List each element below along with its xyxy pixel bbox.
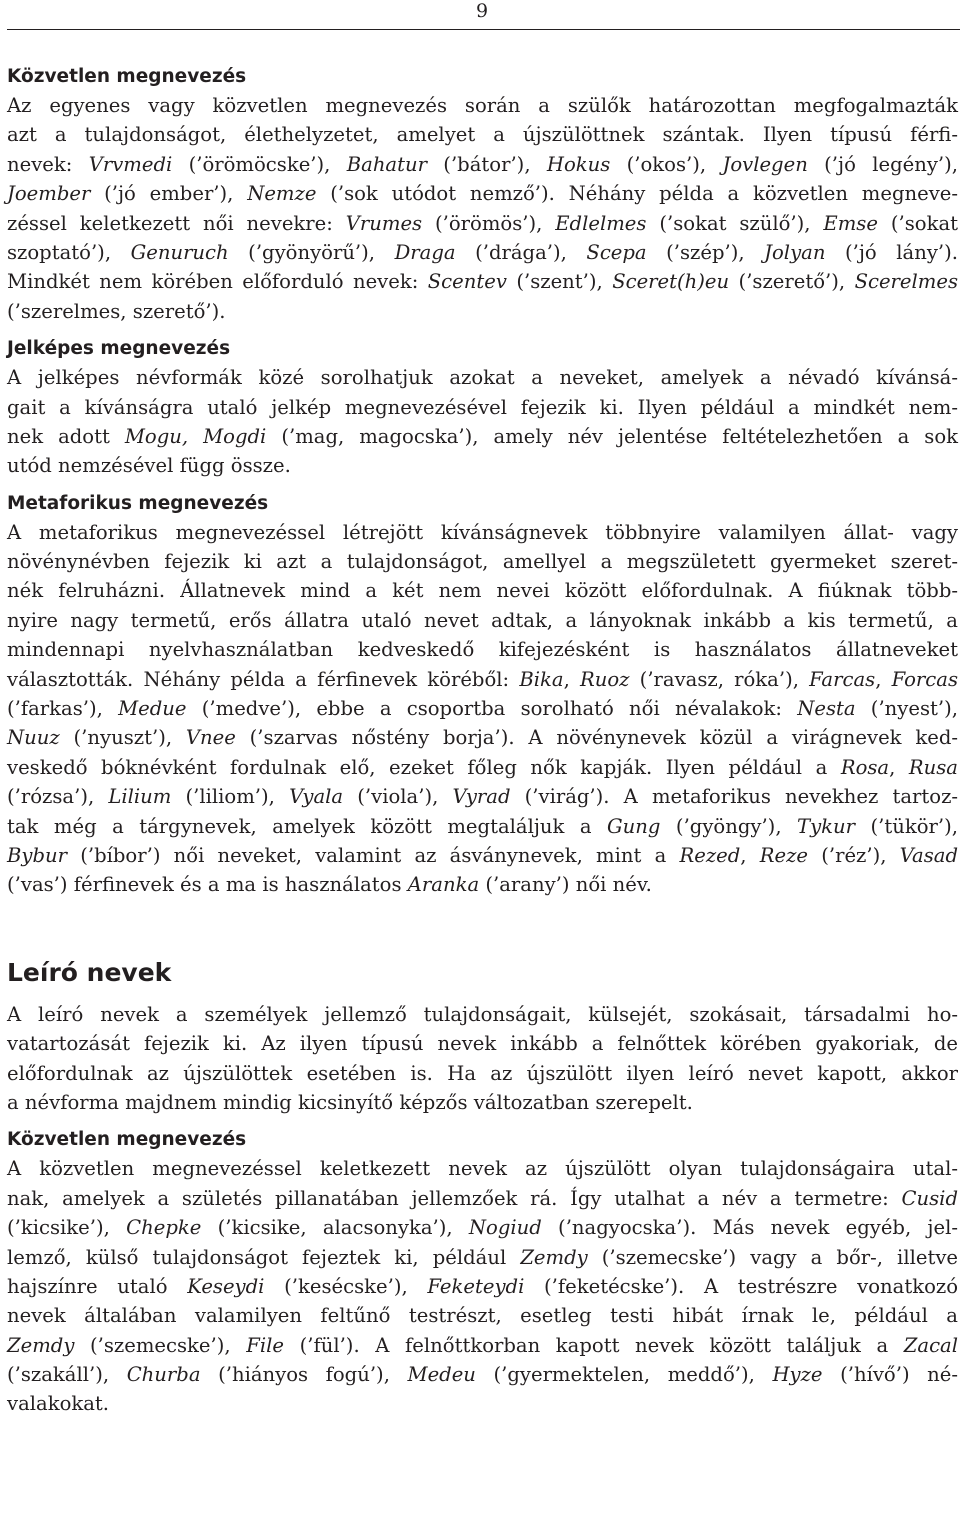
- text-line: [7, 393, 958, 422]
- text-line: [7, 723, 958, 752]
- name-example: Emse: [823, 211, 878, 235]
- text-run: (’örömös’),: [422, 211, 556, 235]
- text-line: [7, 694, 958, 723]
- name-example: Farcas: [809, 667, 876, 691]
- section-gap: [7, 900, 958, 956]
- text-line: [7, 1000, 958, 1029]
- page-body: [7, 62, 958, 1419]
- text-line: [7, 576, 958, 605]
- text-line: [7, 1184, 958, 1213]
- text-run: valakokat.: [7, 1392, 110, 1416]
- text-run: nek adott: [7, 424, 125, 448]
- text-line: [7, 1331, 958, 1360]
- text-run: (’okos’),: [610, 152, 723, 176]
- text-run: (’hiányos fogú’),: [200, 1363, 408, 1387]
- text-line: [7, 120, 958, 149]
- text-line: [7, 518, 958, 547]
- text-run: (’sokat: [877, 211, 958, 235]
- text-run: (’feketécske’). A testrészre vonatkozó: [524, 1274, 958, 1298]
- text-run: (’rózsa’),: [7, 785, 109, 809]
- header-rule: [7, 29, 960, 30]
- text-run: (’sokat szülő’),: [646, 211, 824, 235]
- text-run: (’nyest’),: [855, 697, 958, 721]
- text-line: [7, 782, 958, 811]
- paragraph: [7, 518, 958, 900]
- text-line: [7, 363, 958, 392]
- text-line: [7, 150, 958, 179]
- text-run: (’szerető’),: [729, 270, 855, 294]
- text-line: [7, 841, 958, 870]
- text-run: (’bíbor’) női neveket, valamint az ásványnevek, mint a: [67, 843, 680, 867]
- text-line: [7, 1301, 958, 1330]
- text-run: ,: [563, 667, 580, 691]
- chapter-title: Leíró nevek: [7, 957, 172, 987]
- section-heading: Metaforikus megnevezés: [7, 492, 269, 514]
- text-run: (’medve’), ebbe a csoportba sorolható női névalakok:: [186, 697, 798, 721]
- text-run: (’vas’) férfinevek és a ma is használatos: [7, 873, 408, 897]
- section-gap: [7, 326, 958, 334]
- text-line: [7, 179, 958, 208]
- name-example: File: [246, 1333, 284, 1357]
- text-line: [7, 1243, 958, 1272]
- name-example: Rezed: [679, 843, 741, 867]
- text-run: (’liliom’),: [171, 785, 290, 809]
- name-example: Scentev: [427, 270, 507, 294]
- text-run: veskedő bóknévként fordulnak elő, ezeket főleg nők kapják. Ilyen például a: [7, 755, 841, 779]
- text-run: (’mag, magocska’), amely név jelentése feltételezhetően a sok: [266, 424, 958, 448]
- name-example: Genuruch: [130, 240, 229, 264]
- name-example: Nuuz: [7, 726, 60, 750]
- text-run: mindennapi nyelvhasználatban kedveskedő kifejezésként is használatos állatneveket: [7, 638, 958, 662]
- text-run: A közvetlen megnevezéssel keletkezett nevek az újszülött olyan tulajdonságaira utal-: [7, 1157, 958, 1181]
- name-example: Scerelmes: [854, 270, 959, 294]
- name-example: Rusa: [908, 755, 958, 779]
- name-example: Cusid: [901, 1186, 958, 1210]
- text-run: (’nagyocska’). Más nevek egyéb, jel-: [541, 1216, 958, 1240]
- name-example: Zemdy: [7, 1333, 75, 1357]
- text-run: (’szemecske’) vagy a bőr-, illetve: [587, 1245, 958, 1269]
- section-heading: Jelképes megnevezés: [7, 338, 231, 360]
- text-line: [7, 1389, 958, 1418]
- text-line: [7, 606, 958, 635]
- text-run: (’tükör’),: [855, 814, 959, 838]
- text-line: [7, 1059, 958, 1088]
- text-run: (’kicsike, alacsonyka’),: [201, 1216, 469, 1240]
- text-run: A metaforikus megnevezéssel létrejött kívánságnevek többnyire valamilyen állat- vagy: [7, 520, 958, 544]
- text-run: a névforma majdnem mindig kicsinyítő képzős változatban szerepelt.: [7, 1090, 693, 1114]
- text-run: lemző, külső tulajdonságot fejeztek ki, például: [7, 1245, 521, 1269]
- text-line: [7, 1360, 958, 1389]
- text-run: (’nyuszt’),: [59, 726, 186, 750]
- text-line: [7, 1088, 958, 1117]
- name-example: Joember: [7, 182, 91, 206]
- text-run: választották. Néhány példa a férfinevek köréből:: [7, 667, 520, 691]
- name-example: Rosa: [840, 755, 890, 779]
- name-example: Bahatur: [346, 152, 427, 176]
- name-example: Feketeydi: [427, 1274, 525, 1298]
- text-run: utód nemzésével függ össze.: [7, 454, 291, 478]
- text-run: (’kicsike’),: [7, 1216, 127, 1240]
- text-line: [7, 422, 958, 451]
- name-example: Vyrad: [452, 785, 511, 809]
- text-run: nak, amelyek a születés pillanatában jellemzőek rá. Így utalhat a név a termetre:: [7, 1186, 902, 1210]
- text-run: növénynévben fejezik ki azt a tulajdonságot, amellyel a megszületett gyermeket szeret-: [7, 550, 958, 574]
- text-run: (’örömöcske’),: [172, 152, 347, 176]
- text-run: (’bátor’),: [426, 152, 547, 176]
- text-run: (’gyöngy’),: [660, 814, 798, 838]
- text-line: [7, 547, 958, 576]
- text-run: (’réz’),: [808, 843, 900, 867]
- text-line: [7, 753, 958, 782]
- name-example: Nemze: [247, 182, 317, 206]
- name-example: Draga: [394, 240, 456, 264]
- text-run: tak még a tárgynevek, amelyek között megtaláljuk a: [7, 814, 608, 838]
- name-example: Vrvmedi: [88, 152, 173, 176]
- name-example: Scepa: [586, 240, 647, 264]
- section-gap: [7, 481, 958, 489]
- text-run: (’sok utódot nemző’). Néhány példa a közvetlen megneve-: [316, 182, 958, 206]
- name-example: Vasad: [899, 843, 958, 867]
- name-example: Gung: [607, 814, 661, 838]
- name-example: Keseydi: [187, 1274, 265, 1298]
- name-example: Mogu, Mogdi: [124, 424, 267, 448]
- text-run: előfordulnak az újszülöttek esetében is. Ha az újszülött ilyen leíró nevet kapott, akkor: [7, 1061, 958, 1085]
- name-example: Tykur: [797, 814, 856, 838]
- name-example: Nogiud: [468, 1216, 542, 1240]
- name-example: Jovlegen: [722, 152, 808, 176]
- name-example: Vyala: [289, 785, 344, 809]
- name-example: Zemdy: [520, 1245, 588, 1269]
- text-run: (’farkas’),: [7, 697, 119, 721]
- text-run: (’szerelmes, szerető’).: [7, 299, 226, 323]
- text-run: ,: [875, 667, 892, 691]
- text-run: nevek:: [7, 152, 89, 176]
- text-run: ,: [889, 755, 909, 779]
- text-line: [7, 91, 958, 120]
- text-run: hajszínre utaló: [7, 1274, 188, 1298]
- name-example: Vnee: [185, 726, 236, 750]
- text-run: (’fül’). A felnőttkorban kapott nevek között találjuk a: [283, 1333, 904, 1357]
- text-run: (’viola’),: [343, 785, 453, 809]
- text-line: [7, 812, 958, 841]
- text-line: [7, 209, 958, 238]
- text-line: [7, 267, 958, 296]
- text-line: [7, 665, 958, 694]
- text-run: (’jó lány’).: [825, 240, 958, 264]
- name-example: Lilium: [108, 785, 172, 809]
- name-example: Bybur: [7, 843, 67, 867]
- text-run: Az egyenes vagy közvetlen megnevezés során a szülők határozottan megfogalmazták: [7, 94, 958, 117]
- text-run: (’szent’),: [506, 270, 613, 294]
- text-run: (’hívő’) né-: [822, 1363, 958, 1387]
- section-heading: Közvetlen megnevezés: [7, 1129, 247, 1151]
- name-example: Aranka: [407, 873, 480, 897]
- text-run: (’kesécske’),: [264, 1274, 428, 1298]
- name-example: Churba: [126, 1363, 201, 1387]
- text-run: ,: [740, 843, 760, 867]
- text-line: [7, 870, 958, 899]
- name-example: Hokus: [546, 152, 611, 176]
- text-run: (’szemecske’),: [74, 1333, 247, 1357]
- text-run: zéssel keletkezett női nevekre:: [7, 211, 346, 235]
- text-run: Mindkét nem körében előforduló nevek:: [7, 270, 428, 294]
- text-run: szoptató’),: [7, 240, 131, 264]
- text-run: (’drága’),: [455, 240, 587, 264]
- text-run: nék felruházni. Állatnevek mind a két nem nevei között előfordulnak. A fiúknak több-: [7, 579, 958, 603]
- text-run: (’szarvas nőstény borja’). A növénynevek közül a virágnevek ked-: [235, 726, 958, 750]
- text-line: [7, 1029, 958, 1058]
- text-run: (’ravasz, róka’),: [629, 667, 810, 691]
- text-run: A jelképes névformák közé sorolhatjuk azokat a neveket, amelyek a névadó kívánsá-: [7, 366, 958, 390]
- text-run: (’gyönyörű’),: [228, 240, 395, 264]
- text-line: [7, 1154, 958, 1183]
- text-run: (’virág’). A metaforikus nevekhez tartoz-: [510, 785, 959, 809]
- page-number: 9: [475, 0, 489, 22]
- text-run: (’szép’),: [646, 240, 765, 264]
- text-line: [7, 297, 958, 326]
- paragraph: [7, 1000, 958, 1118]
- name-example: Edlelmes: [555, 211, 647, 235]
- text-line: [7, 1272, 958, 1301]
- text-run: A leíró nevek a személyek jellemző tulajdonságait, külsejét, szokásait, társadalmi ho-: [7, 1002, 958, 1026]
- text-run: (’arany’) női név.: [479, 873, 652, 897]
- paragraph: [7, 91, 958, 326]
- name-example: Bika: [519, 667, 564, 691]
- name-example: Hyze: [772, 1363, 823, 1387]
- name-example: Jolyan: [764, 240, 826, 264]
- paragraph: [7, 1154, 958, 1419]
- section-heading: Közvetlen megnevezés: [7, 66, 247, 87]
- text-run: nyire nagy termetű, erős állatra utaló nevet adtak, a lányoknak inkább a kis termetű, a: [7, 608, 958, 632]
- text-run: (’gyermektelen, meddő’),: [475, 1363, 773, 1387]
- paragraph: [7, 363, 958, 481]
- text-run: nevek általában valamilyen feltűnő testrészt, esetleg testi hibát írnak le, például a: [7, 1304, 958, 1328]
- text-run: azt a tulajdonságot, élethelyzetet, amelyet a újszülöttnek szántak. Ilyen típusú férfi-: [7, 123, 958, 147]
- name-example: Sceret(h)eu: [612, 270, 730, 294]
- text-line: [7, 451, 958, 480]
- name-example: Chepke: [126, 1216, 202, 1240]
- name-example: Reze: [759, 843, 808, 867]
- text-run: gait a kívánságra utaló jelkép megnevezésével fejezik ki. Ilyen például a mindkét nem-: [7, 395, 958, 419]
- text-run: vatartozását fejezik ki. Az ilyen típusú nevek inkább a felnőttek körében gyakoriak, de: [7, 1032, 958, 1056]
- text-line: [7, 238, 958, 267]
- section-gap: [7, 1117, 958, 1125]
- name-example: Forcas: [891, 667, 959, 691]
- name-example: Ruoz: [579, 667, 630, 691]
- name-example: Medue: [118, 697, 187, 721]
- name-example: Nesta: [797, 697, 856, 721]
- text-run: (’szakáll’),: [7, 1363, 127, 1387]
- text-run: (’jó ember’),: [90, 182, 248, 206]
- name-example: Zacal: [903, 1333, 958, 1357]
- text-line: [7, 1213, 958, 1242]
- text-run: (’jó legény’),: [807, 152, 958, 176]
- name-example: Medeu: [407, 1363, 476, 1387]
- name-example: Vrumes: [345, 211, 423, 235]
- text-line: [7, 635, 958, 664]
